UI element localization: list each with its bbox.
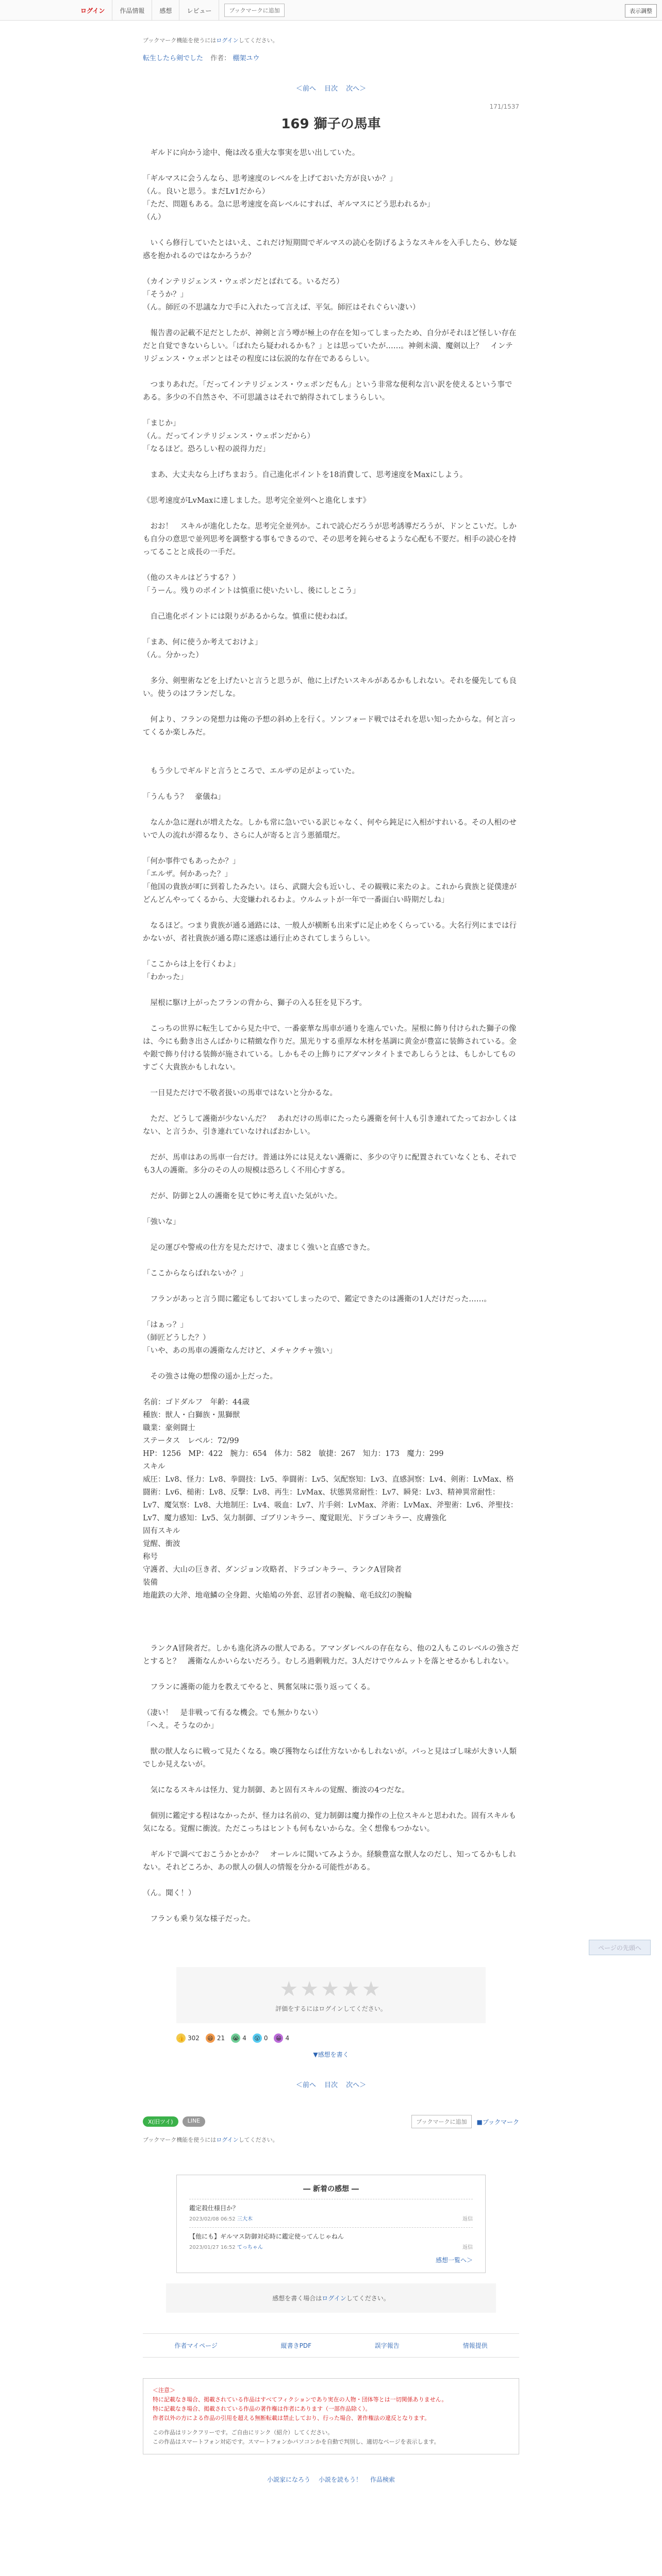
body-paragraph: 「ギルマスに会うんなら、思考速度のレベルを上げておいた方が良いか？」 <box>143 175 397 183</box>
new-impressions-title: ― 新着の感想 ― <box>303 2185 359 2193</box>
blank-line <box>143 1617 519 1630</box>
main-container <box>143 36 519 2494</box>
reaction-button[interactable] <box>176 2033 200 2043</box>
impression-reply[interactable]: 返信 <box>462 2216 473 2222</box>
blank-line <box>143 1668 519 1681</box>
blank-line <box>143 263 519 276</box>
body-paragraph: フランも乗り気な様子だった。 <box>143 1915 255 1923</box>
impression-list <box>189 2199 473 2250</box>
bookmark-add-button[interactable]: ブックマークに追加 <box>224 4 284 17</box>
status-line: 種族：獣人・白獅族・黒獅獣 <box>143 1411 240 1419</box>
body-paragraph: （ん。分かった） <box>143 651 203 659</box>
blank-line <box>143 1874 519 1887</box>
body-paragraph: ただ、どうして護衛が少ないんだ？ あれだけの馬車にたったら護衛を何十人も引き連れてたっておかしくはない、と言うか、引き連れていなければおかしい。 <box>143 1115 517 1136</box>
prev-link[interactable]: ＜前へ <box>295 85 316 93</box>
impression-login-link[interactable]: ログイン <box>322 2295 346 2302</box>
blank-line <box>143 404 519 417</box>
blank-line <box>143 456 519 469</box>
blank-line <box>143 1203 519 1216</box>
blank-line <box>143 1139 519 1151</box>
blank-line <box>143 482 519 495</box>
works-link[interactable]: 作品情報 <box>112 0 152 21</box>
blank-line <box>143 1694 519 1707</box>
bookmark-note2-prefix: ブックマーク機能を使うには <box>143 2137 217 2143</box>
reaction-button[interactable] <box>253 2033 268 2043</box>
status-line: 威圧：Lv8、怪力：Lv8、拳闘技：Lv5、拳闘術：Lv5、気配察知：Lv3、直感洞察：Lv4、剣術：LvMax、格闘術：Lv6、槌術：Lv8、反撃：Lv8、再生：LvMax、状態異常耐性：Lv7、瞬発：Lv3、精神異常耐性：Lv7、魔気察：Lv8、大地制圧：Lv4、吸血：Lv7、片手剣：LvMax、斧術：LvMax、斧聖術：Lv6、斧聖技：Lv7、魔力感知：Lv5、気力制御、ゴブリンキラー、魔覚眼光、ドラゴンキラー、皮膚強化 <box>143 1476 518 1522</box>
body-paragraph: 「へえ。そうなのか」 <box>143 1722 218 1730</box>
status-line: スキル <box>143 1463 166 1471</box>
novel-body-continued <box>143 1617 519 1926</box>
body-paragraph: 「うーん。残りのポイントは慎重に使いたいし、後にしとこう」 <box>143 587 360 595</box>
impression-date-user <box>189 2214 253 2222</box>
reaction-icon: 😁 <box>274 2033 283 2043</box>
top-navigation <box>0 0 662 21</box>
body-paragraph: つまりあれだ。「だってインテリジェンス・ウェポンだもん」という非常な便利な言い訳を使えるという事である。多少の不自然さや、不可思議さはそれで納得されてしまうらしい。 <box>143 381 512 402</box>
body-paragraph: 個別に鑑定する程はなかったが、怪力は名前の、覚力制御は魔力操作の上位スキルと思われた。固有スキルも気になる。覚醒に衝波。ただこっちはヒントも何もないからな。全く想像もつかない。 <box>143 1812 517 1833</box>
body-paragraph: 自己進化ポイントには限りがあるからな。慎重に使わねば。 <box>143 613 352 621</box>
impression-meta <box>189 2214 473 2222</box>
body-paragraph: 足の運びや警戒の仕方を見ただけで、凄まじく強いと直感できた。 <box>143 1244 375 1252</box>
notice-line: この作品はリンクフリーです。ご自由にリンク（紹介）してください。 <box>153 2429 334 2436</box>
body-paragraph: （他のスキルはどうする？） <box>143 574 240 582</box>
bookmark-login-link-bottom[interactable]: ログイン <box>216 2137 239 2143</box>
blank-line <box>143 1836 519 1849</box>
body-paragraph: 屋根に駆け上がったフランの背から、獅子の入る狂を見下ろす。 <box>143 999 367 1007</box>
link-bar-item[interactable]: 情報提供 <box>462 2342 488 2349</box>
notice-line: 特に記載なき場合、掲載されている作品はすべてフィクションであり実在の人物・団体等とは一切関係ありません。 <box>153 2396 448 2403</box>
body-paragraph: いくら修行していたとはいえ、これだけ短期間でギルマスの読心を防げるようなスキルを入手したら、妙な疑惑を抱かれるのではなかろうか？ <box>143 239 517 260</box>
body-paragraph: 何より、フランの発想力は俺の予想の斜め上を行く。ソンフォード戦ではそれを思い知ったからな。何と言ってくるか楽しみだ。 <box>143 716 516 737</box>
reaction-icon: 😲 <box>253 2033 262 2043</box>
reaction-bar <box>176 2033 486 2043</box>
status-line: 固有スキル <box>143 1527 180 1535</box>
blank-line <box>143 1630 519 1642</box>
blank-line <box>143 314 519 327</box>
blank-line <box>143 160 519 173</box>
body-paragraph: 気になるスキルは怪力、覚力制御、あと固有スキルの覚醒、衝波の4つだな。 <box>143 1786 409 1794</box>
body-paragraph: 「そうか？」 <box>143 291 188 299</box>
reaction-count: 302 <box>188 2035 200 2042</box>
author-link[interactable]: 棚架ユウ <box>233 55 260 62</box>
status-line: 称号 <box>143 1553 158 1561</box>
blank-line <box>143 804 519 817</box>
blank-line <box>143 778 519 791</box>
notice-line: 作者以外の方による作品の引用を超える無断転載は禁止しており、行った場合、著作権法の違反となります。 <box>153 2415 431 2421</box>
body-paragraph: ランクA冒険者だ。しかも進化済みの獣人である。アマンダレベルの存在なら、他の2人もこのレベルの強さだとすると？ 護衛なんかいらないだろう。むしろ過剰戦力だ。3人だけでウルムットを落とせるかもしれない。 <box>143 1645 519 1666</box>
impression-user[interactable]: てっちゃん <box>237 2245 263 2250</box>
body-paragraph: （ん） <box>143 213 166 222</box>
bookmark-login-link[interactable]: ログイン <box>216 37 239 44</box>
body-paragraph: （師匠どうした？） <box>143 1334 210 1342</box>
chapter-title: 169 獅子の馬車 <box>281 116 381 132</box>
toc-link[interactable]: 目次 <box>324 85 338 93</box>
blank-line <box>143 1255 519 1267</box>
blank-line <box>143 842 519 855</box>
reaction-button[interactable] <box>231 2033 246 2043</box>
footer-link[interactable]: 作品検索 <box>370 2476 395 2483</box>
next-link-bottom[interactable]: 次へ＞ <box>346 2081 367 2089</box>
notice-line: この作品はスマートフォン対応です。スマートフォンかパソコンかを自動で判別し、適切なページを表示します。 <box>153 2438 440 2445</box>
reaction-icon: 😭 <box>231 2033 240 2043</box>
body-paragraph: 一目見ただけで不敬者扱いの馬車ではないと分かるな。 <box>143 1089 337 1097</box>
body-paragraph: 「エルザ。何かあった？」 <box>143 870 232 878</box>
body-paragraph: 「なるほど。恐ろしい程の説得力だ」 <box>143 445 270 453</box>
body-paragraph: 報告書の記載不足だとしたが、神剣と言う噂が極上の存在を知ってしまったため、自分がそれほど怪しい存在だと自覚できないらしい。「ばれたら疑われるかも？」とは思っていたが……。神剣未満、魔剣以上？ インテリジェンス・ウェポンとはその程度には伝説的な存在であるらしい。 <box>143 329 517 363</box>
new-impressions-box <box>176 2175 486 2273</box>
blank-line <box>143 1306 519 1319</box>
blank-line <box>143 945 519 958</box>
notice-grey-text <box>153 2428 509 2447</box>
body-paragraph: 「他国の貴族が町に到着したみたい。ほら、武闘大会も近いし、その観戦に来たのよ。これから貴族と従僕達がどんどんやってくるから、大変嫌われるわよ。ウルムットが一年で一番面白い時期だしね」 <box>143 883 517 904</box>
reaction-button[interactable] <box>206 2033 225 2043</box>
reaction-count: 4 <box>242 2035 246 2042</box>
impression-date: 2023/01/27 16:52 <box>189 2245 236 2250</box>
star-icon[interactable]: ★ <box>341 1977 362 2001</box>
impression-login-note <box>166 2283 496 2313</box>
impression-item <box>189 2227 473 2250</box>
body-paragraph: （ん。聞く！） <box>143 1889 196 1897</box>
blank-line <box>143 366 519 379</box>
impression-text[interactable]: 鑑定殺仕様目か？ <box>189 2205 239 2212</box>
impression-login-suffix: してください。 <box>346 2295 390 2302</box>
footer-link[interactable]: 小説を読もう！ <box>318 2476 362 2483</box>
body-paragraph: （カインテリジェンス・ウェポンだとばれてる。いるだろ） <box>143 278 344 286</box>
bookmark-add-button-bottom[interactable]: ブックマークに追加 <box>411 2115 471 2128</box>
body-paragraph: 「ただ、問題もある。急に思考速度を高レベルにすれば、ギルマスにどう思われるか」 <box>143 200 435 209</box>
blank-line <box>143 1010 519 1023</box>
blank-line <box>143 1100 519 1113</box>
impression-login-prefix: 感想を書く場合は <box>272 2295 322 2302</box>
blank-line <box>143 623 519 636</box>
blank-line <box>143 1383 519 1396</box>
blank-line <box>143 1280 519 1293</box>
blank-line <box>143 1900 519 1913</box>
share-line-button[interactable]: LINE <box>183 2116 206 2127</box>
status-line: 装備 <box>143 1579 158 1587</box>
blank-line <box>143 662 519 675</box>
blank-line <box>143 1797 519 1810</box>
bookmark-note-prefix: ブックマーク機能を使うには <box>143 37 217 44</box>
blank-line <box>143 559 519 572</box>
bookmark-link-bottom[interactable]: ■ブックマーク <box>476 2118 519 2126</box>
body-paragraph: 「わかった」 <box>143 973 188 981</box>
evaluation-note: 評価をするにはログインしてください。 <box>275 2005 387 2012</box>
blank-line <box>143 984 519 997</box>
body-paragraph: 「まじか」 <box>143 419 180 428</box>
impressions-link[interactable]: 感想 <box>152 0 179 21</box>
blank-line <box>143 224 519 237</box>
footer-links <box>143 2475 519 2494</box>
body-paragraph: だが、馬車はあの馬車一台だけ。普通は外には見えない護衛に、多少の守りに配置されていなくとも、それでも3人の護衛。多分のその人の規模は恐ろしく不用心すぎる。 <box>143 1154 517 1175</box>
reaction-count: 21 <box>217 2035 225 2042</box>
blank-line <box>143 1771 519 1784</box>
blank-line <box>143 1358 519 1370</box>
author-label: 作者： <box>210 55 231 62</box>
series-title-link[interactable]: 転生したら剣でした <box>143 55 204 62</box>
blank-line <box>143 1733 519 1745</box>
bottom-pager <box>143 2079 519 2089</box>
status-line: 名前：ゴドダルフ 年齢：44歳 <box>143 1398 250 1406</box>
body-paragraph: 「いや、あの馬車の護衛なんだけど、メチャクチャ強い」 <box>143 1347 337 1355</box>
write-impression-toggle[interactable]: ▼感想を書く <box>313 2051 349 2058</box>
impression-list-link[interactable]: 感想一覧へ＞ <box>435 2257 473 2264</box>
body-paragraph: 獣の獣人ならに戦って見たくなる。喚び獲物ならば仕方ないかもしれないが。パっと見はゴし味が大きい人類でしか見えないが。 <box>143 1748 517 1769</box>
reaction-count: 0 <box>263 2035 268 2042</box>
link-bar-item[interactable]: 作者マイページ <box>174 2342 218 2349</box>
body-paragraph: （ん。良いと思う。まだLv1だから） <box>143 188 270 196</box>
body-paragraph: 「はぁっ？」 <box>143 1321 188 1329</box>
body-paragraph: 「何か事件でもあったか？」 <box>143 857 240 866</box>
body-paragraph: なるほど。つまり貴族が通る通路には、一般人が横断も出来ずに足止めをくらっている。大名行列にまでは行かないが、者社貴族が通る際に迷惑は通行止めされてしまうらしい。 <box>143 922 517 943</box>
prev-link-bottom[interactable]: ＜前へ <box>295 2081 316 2089</box>
page-top-button[interactable]: ページの先頭へ <box>589 1940 651 1955</box>
status-line: 地龍鉄の大斧、地竜鱗の全身鎧、火焔鳩の外套、忍冒者の腕輪、竜毛紋幻の腕輪 <box>143 1591 412 1600</box>
body-paragraph: フランに護衛の能力を教えてやると、興奮気味に張り返ってくる。 <box>143 1683 375 1691</box>
share-tools-row <box>143 2115 519 2128</box>
impression-meta <box>189 2243 473 2250</box>
impression-item <box>189 2199 473 2222</box>
impression-date: 2023/02/08 06:52 <box>189 2216 236 2222</box>
body-paragraph: もう少しでギルドと言うところで、エルザの足がよっていた。 <box>143 767 359 775</box>
impression-more-wrap <box>189 2256 473 2264</box>
bookmark-tools <box>411 2115 519 2128</box>
page-number: 171/1537 <box>489 103 519 110</box>
body-paragraph: 「うんもう？ 豪儀ね」 <box>143 793 225 801</box>
series-info <box>143 53 519 62</box>
body-paragraph: 「まあ、何に使うか考えておけよ」 <box>143 638 262 647</box>
notice-line: 特に記載なき場合、掲載されている作品の著作権は作者にあります（一部作品除く）。 <box>153 2405 371 2412</box>
star-icon[interactable]: ★ <box>321 1977 341 2001</box>
body-paragraph: 「強いな」 <box>143 1218 180 1226</box>
body-paragraph: （凄い！ 是非戦って有るな機会。でも無かりない） <box>143 1709 322 1717</box>
body-paragraph: まあ、大丈夫なら上げちまおう。自己進化ポイントを18消費して、思考速度をMaxにしよう。 <box>143 471 468 479</box>
body-paragraph: フランがあっと言う間に鑑定もしておいてしまったので、鑑定できたのは護衛の1人だけだった……。 <box>143 1295 491 1303</box>
body-paragraph: （ん。師匠の不思議な力で手に入れたって言えば、平気。師匠はそれぐらい凄い） <box>143 303 420 312</box>
novel-body <box>143 147 519 1383</box>
notice-red-text <box>153 2386 509 2423</box>
blank-line <box>143 1177 519 1190</box>
blank-line <box>143 739 519 752</box>
author-link-bar <box>143 2333 519 2358</box>
status-line: ステータス レベル：72/99 <box>143 1437 239 1445</box>
blank-line <box>143 701 519 714</box>
notice-box <box>143 2378 519 2454</box>
reaction-icon: 😄 <box>206 2033 215 2043</box>
share-x-button[interactable]: X(旧ツイ) <box>143 2116 178 2127</box>
impression-user[interactable]: 三大木 <box>237 2216 253 2222</box>
reaction-icon: 👍 <box>176 2033 186 2043</box>
body-paragraph: ギルドに向かう途中、俺は改る重大な事実を思い出していた。 <box>143 149 360 157</box>
reaction-button[interactable] <box>274 2033 289 2043</box>
blank-line <box>143 1074 519 1087</box>
top-navigation-inner <box>73 0 589 21</box>
blank-line <box>143 752 519 765</box>
body-paragraph: （ん。だってインテリジェンス・ウェポンだから） <box>143 432 315 440</box>
body-paragraph: 多分、剣聖術などを上げたいと言うと思うが、他に上げたいスキルがあるかもしれない。それを優先しても良い。使うのはフランだしな。 <box>143 677 517 698</box>
status-line: HP：1256 MP：422 腕力：654 体力：582 敏捷：267 知力：173 魔力：299 <box>143 1450 444 1458</box>
impression-text[interactable]: 【他にも】ギルマス防御対応時に鑑定使ってんじゃねん <box>189 2233 344 2240</box>
login-link[interactable]: ログイン <box>73 0 112 21</box>
bookmark-note-suffix: してください。 <box>238 37 278 44</box>
toc-link-bottom[interactable]: 目次 <box>324 2081 338 2089</box>
bookmark-note-bottom <box>143 2136 519 2144</box>
status-line: 守護者、大山の巨き者、ダンジョン攻略者、ドラゴンキラー、ランクA冒険者 <box>143 1566 402 1574</box>
status-line: 職業：豪剣闘士 <box>143 1424 195 1432</box>
body-paragraph: ギルドで調べておこうかとかか？ オーレルに聞いてみようか。経験豊富な獣人なのだし、知ってるかもしれない。それどころか、あの獣人の個人の情報を分かる可能性がある。 <box>143 1851 517 1872</box>
body-paragraph: こっちの世界に転生してから見た中で、一番豪華な馬車が通りを進んでいた。屋根に飾り付けられた獅子の像は、今にも動き出さんばかりに精緻な作りだ。黒光りする重厚な木材を基調に黄金が豊富に装飾されている。金や銀で飾り付ける装飾が施されている。しかもその上飾りにアダマンタイトまであしらうとは、もしかしてものすごく大貴族かもしれない。 <box>143 1025 517 1072</box>
body-paragraph: その強さは俺の想像の遥か上だった。 <box>143 1372 277 1381</box>
reaction-count: 4 <box>285 2035 290 2042</box>
status-line: 覚醒、衝波 <box>143 1540 180 1548</box>
body-paragraph: おお！ スキルが進化したな。思考完全並列か。これで読心だろうが思考誘導だろうが、ドンとこいだ。しかも自分の意思で並列思考を調整する事もできるので、その思考を鈍らせるような心配も不要だ。相手の読心を持ってることと成長の一手だ。 <box>143 522 517 556</box>
blank-line <box>143 598 519 611</box>
status-block <box>143 1383 519 1602</box>
bookmark-note <box>143 36 519 44</box>
body-paragraph: 「ここからは上を行くわよ」 <box>143 960 240 969</box>
body-paragraph: だが、防御と2人の護衛を見て妙に考え直いた気がいた。 <box>143 1192 342 1200</box>
star-icon[interactable]: ★ <box>300 1977 321 2001</box>
impression-reply[interactable]: 返信 <box>462 2245 473 2250</box>
blank-line <box>143 1229 519 1242</box>
bookmark-note2-suffix: してください。 <box>238 2137 278 2143</box>
blank-line <box>143 507 519 520</box>
reviews-link[interactable]: レビュー <box>179 0 219 21</box>
link-bar-item[interactable]: 縦書きPDF <box>280 2342 312 2349</box>
star-icon[interactable]: ★ <box>361 1977 383 2001</box>
footer-link[interactable]: 小説家になろう <box>267 2476 310 2483</box>
evaluation-area <box>176 1967 486 2023</box>
next-link[interactable]: 次へ＞ <box>346 85 367 93</box>
impression-date-user <box>189 2243 263 2250</box>
display-settings-button[interactable]: 表示調整 <box>625 4 657 18</box>
share-buttons <box>143 2116 205 2127</box>
notice-line: ＜注意＞ <box>153 2387 175 2394</box>
blank-line <box>143 907 519 920</box>
body-paragraph: なんか急に遅れが増えたな。しかも常に急いでいる訳じゃなく、何やら鈍足に入相がすれいる。その人相のせいで人の流れが滞るなり、さらに人が寄ると言う悪循環だ。 <box>143 819 517 840</box>
body-paragraph: 《思考速度がLvMaxに達しました。思考完全並列へと進化します》 <box>143 497 370 505</box>
top-pager <box>143 83 519 93</box>
rating-stars[interactable] <box>176 1977 486 2001</box>
body-paragraph: 「ここからならばれないか？」 <box>143 1269 247 1278</box>
star-icon[interactable]: ★ <box>279 1977 301 2001</box>
link-bar-item[interactable]: 誤字報告 <box>374 2342 400 2349</box>
